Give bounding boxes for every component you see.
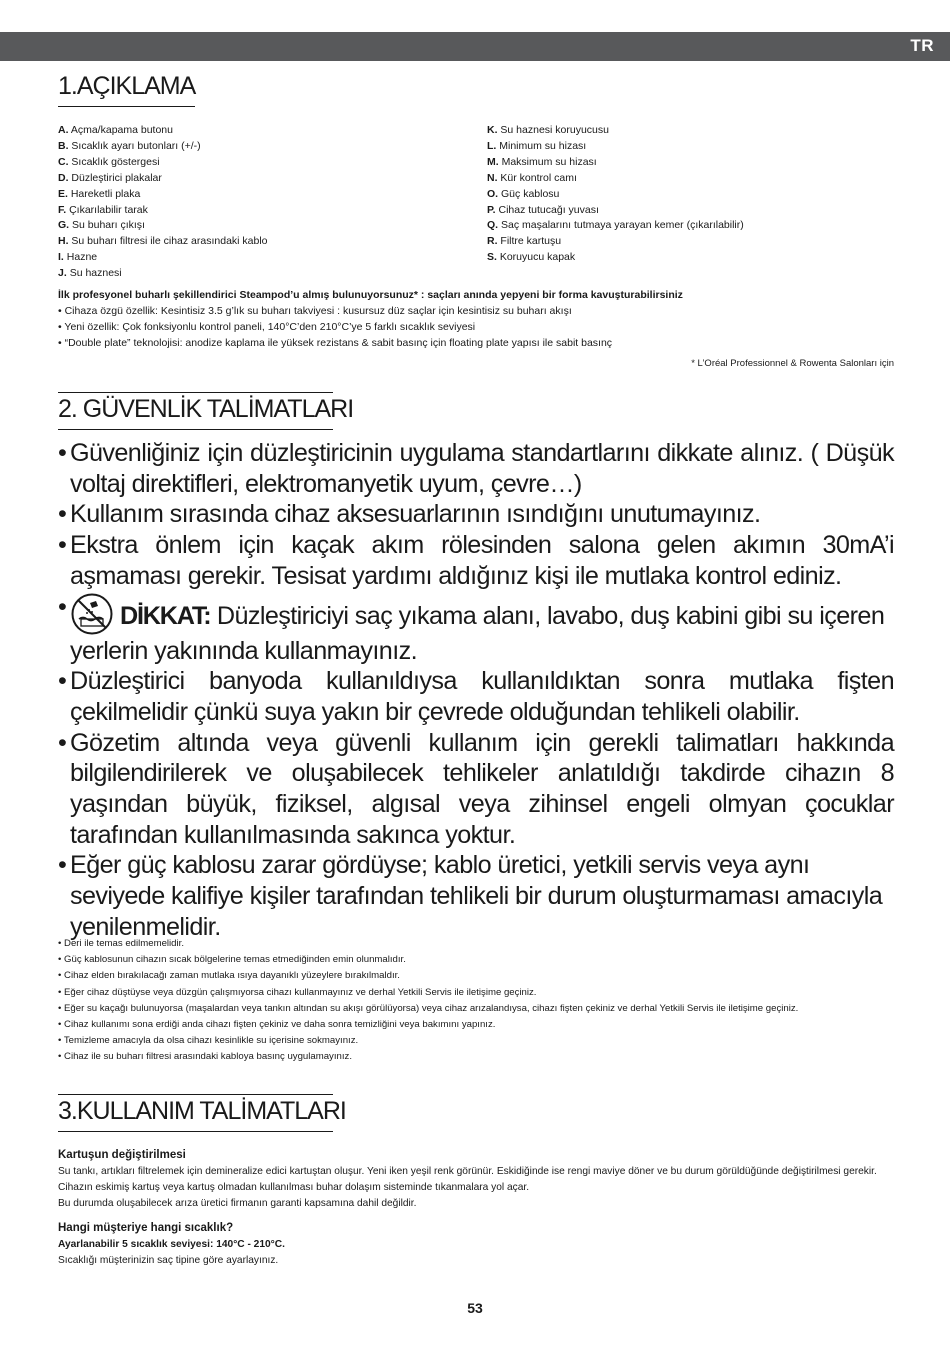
safety-note: • Deri ile temas edilmemelidir. (58, 938, 184, 949)
part-item: A. Açma/kapama butonu (58, 124, 173, 136)
temperature-heading: Hangi müşteriye hangi sıcaklık? (58, 1222, 234, 1234)
page-number: 53 (467, 1300, 483, 1316)
language-label: TR (910, 36, 934, 55)
parts-list-left (58, 123, 268, 282)
warning-label: DİKKAT: (120, 601, 211, 630)
safety-item: • Gözetim altında veya güvenli kullanım için gerekli talimatları hakkında bilgilendirilerek ve oluşabilecek tehlikeler anlatıldığı takdirde cihazın 8 yaşından büyük, fiziksel, algısal veya zihinsel engeli olmyan çocuklar tarafından kullanılmasında sakınca yoktur. (58, 728, 894, 849)
safety-item: • Ekstra önlem için kaçak akım rölesinden salona gelen akımın 30mA’i aşmaması gerekir. Tesisat yardımı aldığınız kişi ile mutlaka kontrol ediniz. (58, 531, 894, 590)
part-item: Q. Saç maşalarını tutmaya yarayan kemer (çıkarılabilir) (487, 219, 744, 232)
intro-line: • Yeni özellik: Çok fonksiyonlu kontrol paneli, 140°C’den 210°C’ye 5 farklı sıcaklık seviyesi (58, 320, 476, 333)
temperature-text: Sıcaklığı müşterinizin saç tipine göre ayarlayınız. (58, 1254, 279, 1266)
cartridge-text: Su tankı, artıkları filtrelemek için demineralize edici kartuştan oluşur. Yeni iken yeşil renk görünür. Eskidiğinde ise rengi maviye döner ve bu durum görüldüğünde değiştirilmesi gerekir. Cihazın eskimiş kartuş veya kartuş olmadan kullanılması buhar dolaşım sisteminde tıkanmalara yol açar. (58, 1165, 877, 1193)
part-item: N. Kür kontrol camı (487, 171, 577, 184)
safety-note: • Temizleme amacıyla da olsa cihazı kesinlikle su içerisine sokmayınız. (58, 1035, 359, 1047)
safety-warning-item: • DİKKAT: Düzleştiriciyi saç yıkama alanı, lavabo, duş kabini gibi su içeren yerlerin yakınında kullanmayınız. (58, 592, 885, 665)
cartridge-heading: Kartuşun değiştirilmesi (58, 1149, 186, 1161)
safety-notes-list (58, 936, 898, 1066)
temperature-levels: Ayarlanabilir 5 sıcaklık seviyesi: 140°C - 210°C. (58, 1238, 285, 1250)
part-item: D. Düzleştirici plakalar (58, 171, 162, 184)
part-item: J. Su haznesi (58, 267, 122, 280)
intro-block (58, 288, 898, 352)
safety-note: • Güç kablosunun cihazın sıcak bölgelerine temas etmediğinden emin olunmalıdır. (58, 954, 406, 966)
safety-note: • Cihaz kullanımı sona erdiği anda cihazı fişten çekiniz ve daha sonra temizliğini veya bakımını yapınız. (58, 1019, 496, 1031)
part-item: B. Sıcaklık ayarı butonları (+/-) (58, 139, 201, 152)
safety-item: • Düzleştirici banyoda kullanıldıysa kullanıldıktan sonra mutlaka fişten çekilmelidir çünkü suya yakın bir çevrede olduğundan tehlikeli olabilir. (58, 667, 894, 726)
part-item: H. Su buharı filtresi ile cihaz arasındaki kablo (58, 235, 268, 248)
part-item: I. Hazne (58, 251, 98, 264)
part-item: C. Sıcaklık göstergesi (58, 155, 160, 168)
section-title-usage: 3.KULLANIM TALİMATLARI (58, 1094, 333, 1132)
safety-item: • Eğer güç kablosu zarar gördüyse; kablo üretici, yetkili servis veya aynı seviyede kalifiye kişiler tarafından tehlikeli bir durum oluşturmaması amacıyla yenilenmelidir. (58, 851, 883, 941)
part-item: P. Cihaz tutucağı yuvası (487, 203, 599, 216)
safety-instructions (58, 438, 894, 943)
intro-line: • Cihaza özgü özellik: Kesintisiz 3.5 g’lık su buharı takviyesi : kusursuz düz saçlar için kesintisiz su buharı akışı (58, 304, 572, 317)
warning-text: Düzleştiriciyi saç yıkama alanı, lavabo, duş kabini gibi su içeren yerlerin yakınında kullanmayınız. (70, 601, 885, 665)
part-item: M. Maksimum su hizası (487, 155, 597, 168)
safety-item: • Kullanım sırasında cihaz aksesuarlarının ısındığını unutumayınız. (58, 500, 761, 529)
safety-note: • Eğer su kaçağı bulunuyorsa (maşalardan veya tankın altından su akışı görülüyorsa) veya cihaz arızalandıysa, cihazı fişten çekiniz ve derhal Yetkili Servis ile iletişime geçiniz. (58, 1002, 799, 1014)
part-item: R. Filtre kartuşu (487, 235, 562, 248)
part-item: F. Çıkarılabilir tarak (58, 203, 148, 216)
footnote: * L’Oréal Professionnel & Rowenta Salonları için (691, 358, 894, 369)
intro-line: • “Double plate” teknolojisi: anodize kaplama ile yüksek rezistans & sabit basınç için floating plate yapısı ile sabit basınç (58, 336, 613, 349)
part-item: O. Güç kablosu (487, 187, 560, 200)
section-title-description: 1.AÇIKLAMA (58, 72, 195, 107)
cartridge-section (58, 1148, 898, 1212)
safety-note: • Eğer cihaz düştüyse veya düzgün çalışmıyorsa cihazı kullanmayınız ve derhal Yetkili Servis ile iletişime geçiniz. (58, 986, 537, 998)
part-item: K. Su haznesi koruyucusu (487, 124, 609, 136)
part-item: G. Su buharı çıkışı (58, 219, 145, 232)
safety-note: • Cihaz ile su buharı filtresi arasındaki kabloya basınç uygulamayınız. (58, 1051, 352, 1063)
part-item: S. Koruyucu kapak (487, 251, 576, 264)
cartridge-text-note: Bu durumda oluşabilecek arıza üretici firmanın garanti kapsamına dahil değildir. (58, 1197, 417, 1209)
part-item: L. Minimum su hizası (487, 139, 587, 152)
safety-item: • Güvenliğiniz için düzleştiricinin uygulama standartlarını dikkate alınız. ( Düşük voltaj direktifleri, elektromanyetik uyum, çevre…) (58, 439, 894, 498)
temperature-section (58, 1221, 898, 1269)
no-water-warning-icon (70, 592, 114, 636)
section-title-safety: 2. GÜVENLİK TALİMATLARI (58, 392, 333, 430)
part-item: E. Hareketli plaka (58, 187, 141, 200)
parts-list-right (487, 123, 744, 266)
top-bar (0, 32, 950, 61)
intro-heading: İlk profesyonel buharlı şekillendirici Steampod’u almış bulunuyorsunuz* : saçları anında yepyeni bir forma kavuşturabilirsiniz (58, 289, 683, 301)
safety-note: • Cihaz elden bırakılacağı zaman mutlaka ısıya dayanıklı yüzeylere bırakılmaldır. (58, 970, 400, 982)
